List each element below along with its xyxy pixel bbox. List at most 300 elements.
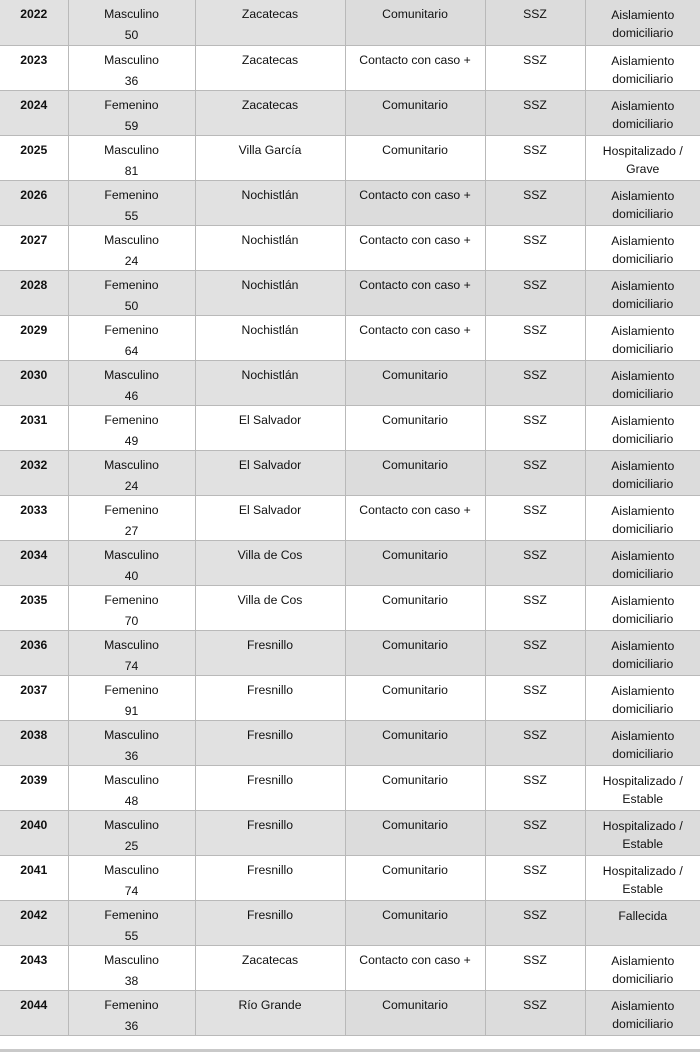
case-number-cell <box>0 540 68 585</box>
municipality-value: Río Grande <box>238 997 302 1012</box>
transmission-type-cell <box>345 720 485 765</box>
institution-value: SSZ <box>523 682 547 697</box>
transmission-type-cell <box>345 180 485 225</box>
case-number: 2042 <box>20 907 48 922</box>
status-cell <box>585 585 700 630</box>
sex-value: Masculino <box>104 142 159 157</box>
status-cell <box>585 810 700 855</box>
status-cell <box>585 855 700 900</box>
municipality-cell <box>195 450 345 495</box>
municipality-cell <box>195 315 345 360</box>
table-row <box>0 675 700 720</box>
status-value: Aislamiento domiciliario <box>611 8 675 40</box>
municipality-value: Fresnillo <box>246 817 294 832</box>
case-number: 2025 <box>20 142 48 157</box>
institution-cell <box>485 540 585 585</box>
table-row <box>0 585 700 630</box>
institution-value: SSZ <box>523 952 547 967</box>
institution-cell <box>485 765 585 810</box>
status-value: Aislamiento domiciliario <box>611 728 675 761</box>
institution-value: SSZ <box>523 547 547 562</box>
table-row <box>0 180 700 225</box>
age-value: 48 <box>124 793 139 808</box>
case-number: 2029 <box>20 322 48 337</box>
age-value: 49 <box>124 433 139 448</box>
institution-cell <box>485 405 585 450</box>
case-number: 2036 <box>20 637 48 652</box>
status-cell <box>585 180 700 225</box>
case-number: 2028 <box>20 277 48 292</box>
status-value: Hospitalizado / Estable <box>602 818 683 851</box>
status-cell <box>585 765 700 810</box>
case-number-cell <box>0 90 68 135</box>
transmission-type-value: Comunitario <box>382 142 448 157</box>
transmission-type-value: Comunitario <box>382 637 448 652</box>
case-number: 2040 <box>20 817 48 832</box>
transmission-type-cell <box>345 270 485 315</box>
status-cell <box>585 720 700 765</box>
sex-value: Femenino <box>104 187 159 202</box>
sex-age-cell <box>68 900 195 945</box>
table-row <box>0 315 700 360</box>
status-value: Fallecida <box>618 908 668 923</box>
case-number: 2037 <box>20 682 48 697</box>
municipality-cell <box>195 855 345 900</box>
sex-value: Masculino <box>104 547 159 562</box>
transmission-type-value: Contacto con caso + <box>359 322 471 337</box>
transmission-type-cell <box>345 990 485 1035</box>
case-number-cell <box>0 810 68 855</box>
municipality-value: Zacatecas <box>241 97 299 112</box>
municipality-value: Fresnillo <box>246 727 294 742</box>
municipality-cell <box>195 720 345 765</box>
transmission-type-value: Contacto con caso + <box>359 52 471 67</box>
transmission-type-cell <box>345 765 485 810</box>
institution-value: SSZ <box>523 502 547 517</box>
age-value: 46 <box>124 388 139 403</box>
municipality-value: Zacatecas <box>241 52 299 67</box>
age-value: 50 <box>124 28 139 42</box>
institution-cell <box>485 360 585 405</box>
case-number: 2031 <box>20 412 48 427</box>
transmission-type-cell <box>345 405 485 450</box>
municipality-value: El Salvador <box>238 412 302 427</box>
sex-age-cell <box>68 90 195 135</box>
case-number-cell <box>0 0 68 45</box>
sex-value: Femenino <box>104 907 159 922</box>
status-cell <box>585 0 700 45</box>
transmission-type-value: Contacto con caso + <box>359 502 471 517</box>
institution-cell <box>485 45 585 90</box>
case-number-cell <box>0 585 68 630</box>
case-number-cell <box>0 315 68 360</box>
case-number: 2023 <box>20 52 48 67</box>
municipality-cell <box>195 990 345 1035</box>
institution-cell <box>485 720 585 765</box>
municipality-cell <box>195 45 345 90</box>
municipality-cell <box>195 135 345 180</box>
age-value: 55 <box>124 208 139 223</box>
institution-cell <box>485 810 585 855</box>
case-number: 2038 <box>20 727 48 742</box>
status-cell <box>585 315 700 360</box>
sex-age-cell <box>68 45 195 90</box>
status-value: Aislamiento domiciliario <box>611 548 675 581</box>
case-number: 2033 <box>20 502 48 517</box>
institution-value: SSZ <box>523 817 547 832</box>
case-number-cell <box>0 225 68 270</box>
status-value: Aislamiento domiciliario <box>611 233 675 266</box>
transmission-type-value: Comunitario <box>382 862 448 877</box>
transmission-type-cell <box>345 45 485 90</box>
institution-cell <box>485 0 585 45</box>
sex-value: Femenino <box>104 997 159 1012</box>
sex-age-cell <box>68 945 195 990</box>
transmission-type-cell <box>345 630 485 675</box>
table-row <box>0 855 700 900</box>
institution-value: SSZ <box>523 772 547 787</box>
transmission-type-value: Comunitario <box>382 682 448 697</box>
table-row <box>0 45 700 90</box>
transmission-type-value: Comunitario <box>382 457 448 472</box>
institution-value: SSZ <box>523 637 547 652</box>
status-value: Aislamiento domiciliario <box>611 323 675 356</box>
case-number: 2027 <box>20 232 48 247</box>
case-number: 2044 <box>20 997 48 1012</box>
institution-cell <box>485 630 585 675</box>
table-row <box>0 135 700 180</box>
status-value: Aislamiento domiciliario <box>611 278 675 311</box>
transmission-type-cell <box>345 540 485 585</box>
transmission-type-value: Contacto con caso + <box>359 277 471 292</box>
municipality-value: El Salvador <box>238 502 302 517</box>
age-value: 74 <box>124 658 139 673</box>
institution-cell <box>485 270 585 315</box>
municipality-value: Villa de Cos <box>237 592 303 607</box>
age-value: 24 <box>124 478 139 493</box>
transmission-type-cell <box>345 315 485 360</box>
institution-value: SSZ <box>523 277 547 292</box>
sex-age-cell <box>68 180 195 225</box>
status-value: Aislamiento domiciliario <box>611 368 675 401</box>
municipality-value: Nochistlán <box>241 232 299 247</box>
status-value: Aislamiento domiciliario <box>611 953 675 986</box>
sex-age-cell <box>68 675 195 720</box>
municipality-value: Zacatecas <box>241 7 299 21</box>
sex-value: Masculino <box>104 232 159 247</box>
municipality-value: Villa de Cos <box>237 547 303 562</box>
table-row <box>0 720 700 765</box>
case-number-cell <box>0 495 68 540</box>
case-number: 2022 <box>20 7 48 21</box>
transmission-type-cell <box>345 450 485 495</box>
table-row <box>0 270 700 315</box>
municipality-value: Nochistlán <box>241 187 299 202</box>
case-number-cell <box>0 990 68 1035</box>
municipality-cell <box>195 810 345 855</box>
sex-value: Masculino <box>104 952 159 967</box>
age-value: 27 <box>124 523 139 538</box>
sex-value: Masculino <box>104 772 159 787</box>
institution-value: SSZ <box>523 232 547 247</box>
age-value: 36 <box>124 73 139 88</box>
transmission-type-cell <box>345 900 485 945</box>
sex-value: Masculino <box>104 52 159 67</box>
status-value: Hospitalizado / Grave <box>602 143 683 176</box>
case-number-cell <box>0 675 68 720</box>
status-value: Aislamiento domiciliario <box>611 593 675 626</box>
age-value: 81 <box>124 163 139 178</box>
sex-age-cell <box>68 270 195 315</box>
sex-value: Femenino <box>104 592 159 607</box>
sex-age-cell <box>68 720 195 765</box>
sex-age-cell <box>68 135 195 180</box>
case-number: 2039 <box>20 772 48 787</box>
transmission-type-cell <box>345 855 485 900</box>
case-number-cell <box>0 405 68 450</box>
transmission-type-value: Contacto con caso + <box>359 952 471 967</box>
institution-cell <box>485 225 585 270</box>
status-cell <box>585 945 700 990</box>
case-number: 2026 <box>20 187 48 202</box>
case-number-cell <box>0 360 68 405</box>
status-cell <box>585 270 700 315</box>
institution-value: SSZ <box>523 367 547 382</box>
case-number-cell <box>0 900 68 945</box>
status-cell <box>585 225 700 270</box>
sex-age-cell <box>68 315 195 360</box>
transmission-type-value: Comunitario <box>382 817 448 832</box>
case-number: 2024 <box>20 97 48 112</box>
institution-value: SSZ <box>523 997 547 1012</box>
municipality-cell <box>195 0 345 45</box>
table-row <box>0 945 700 990</box>
table-row <box>0 900 700 945</box>
sex-value: Masculino <box>104 862 159 877</box>
case-number-cell <box>0 180 68 225</box>
sex-value: Masculino <box>104 727 159 742</box>
sex-value: Femenino <box>104 682 159 697</box>
municipality-cell <box>195 945 345 990</box>
municipality-cell <box>195 540 345 585</box>
sex-value: Femenino <box>104 502 159 517</box>
table-row <box>0 450 700 495</box>
case-number: 2043 <box>20 952 48 967</box>
municipality-value: Fresnillo <box>246 862 294 877</box>
transmission-type-value: Contacto con caso + <box>359 187 471 202</box>
sex-age-cell <box>68 0 195 45</box>
case-number: 2035 <box>20 592 48 607</box>
transmission-type-value: Comunitario <box>382 7 448 21</box>
municipality-cell <box>195 900 345 945</box>
transmission-type-value: Comunitario <box>382 727 448 742</box>
transmission-type-value: Comunitario <box>382 592 448 607</box>
status-cell <box>585 630 700 675</box>
municipality-cell <box>195 90 345 135</box>
sex-age-cell <box>68 810 195 855</box>
institution-cell <box>485 315 585 360</box>
case-number: 2041 <box>20 862 48 877</box>
municipality-value: Nochistlán <box>241 367 299 382</box>
institution-value: SSZ <box>523 592 547 607</box>
institution-cell <box>485 450 585 495</box>
institution-cell <box>485 855 585 900</box>
sex-age-cell <box>68 405 195 450</box>
sex-value: Masculino <box>104 457 159 472</box>
municipality-cell <box>195 180 345 225</box>
institution-value: SSZ <box>523 322 547 337</box>
institution-cell <box>485 90 585 135</box>
institution-value: SSZ <box>523 97 547 112</box>
table-row <box>0 225 700 270</box>
sex-value: Femenino <box>104 322 159 337</box>
age-value: 55 <box>124 928 139 943</box>
status-value: Aislamiento domiciliario <box>611 98 675 131</box>
sex-value: Masculino <box>104 7 159 21</box>
sex-age-cell <box>68 855 195 900</box>
municipality-cell <box>195 630 345 675</box>
institution-cell <box>485 945 585 990</box>
institution-value: SSZ <box>523 52 547 67</box>
status-value: Aislamiento domiciliario <box>611 503 675 536</box>
institution-cell <box>485 990 585 1035</box>
status-cell <box>585 360 700 405</box>
status-cell <box>585 450 700 495</box>
age-value: 59 <box>124 118 139 133</box>
sex-value: Femenino <box>104 277 159 292</box>
age-value: 40 <box>124 568 139 583</box>
institution-cell <box>485 180 585 225</box>
municipality-value: Villa García <box>238 142 302 157</box>
case-number-cell <box>0 135 68 180</box>
institution-value: SSZ <box>523 7 547 21</box>
municipality-cell <box>195 270 345 315</box>
municipality-cell <box>195 405 345 450</box>
transmission-type-cell <box>345 810 485 855</box>
age-value: 38 <box>124 973 139 988</box>
institution-value: SSZ <box>523 142 547 157</box>
institution-cell <box>485 675 585 720</box>
municipality-value: Nochistlán <box>241 277 299 292</box>
sex-age-cell <box>68 585 195 630</box>
case-number-cell <box>0 630 68 675</box>
institution-value: SSZ <box>523 907 547 922</box>
transmission-type-cell <box>345 360 485 405</box>
age-value: 70 <box>124 613 139 628</box>
transmission-type-cell <box>345 945 485 990</box>
sex-age-cell <box>68 765 195 810</box>
status-cell <box>585 405 700 450</box>
sex-value: Femenino <box>104 97 159 112</box>
transmission-type-cell <box>345 675 485 720</box>
institution-value: SSZ <box>523 187 547 202</box>
age-value: 64 <box>124 343 139 358</box>
age-value: 91 <box>124 703 139 718</box>
age-value: 36 <box>124 748 139 763</box>
sex-age-cell <box>68 225 195 270</box>
municipality-value: Nochistlán <box>241 322 299 337</box>
status-cell <box>585 495 700 540</box>
municipality-cell <box>195 585 345 630</box>
status-cell <box>585 990 700 1035</box>
municipality-value: Fresnillo <box>246 772 294 787</box>
institution-cell <box>485 900 585 945</box>
status-cell <box>585 675 700 720</box>
case-number: 2032 <box>20 457 48 472</box>
table-row <box>0 90 700 135</box>
municipality-value: El Salvador <box>238 457 302 472</box>
status-value: Hospitalizado / Estable <box>602 863 683 896</box>
sex-age-cell <box>68 495 195 540</box>
status-value: Aislamiento domiciliario <box>611 188 675 221</box>
sex-age-cell <box>68 630 195 675</box>
table-row <box>0 765 700 810</box>
transmission-type-cell <box>345 135 485 180</box>
sex-value: Masculino <box>104 367 159 382</box>
age-value: 50 <box>124 298 139 313</box>
municipality-value: Zacatecas <box>241 952 299 967</box>
transmission-type-cell <box>345 495 485 540</box>
case-number-cell <box>0 720 68 765</box>
transmission-type-cell <box>345 225 485 270</box>
municipality-cell <box>195 360 345 405</box>
transmission-type-cell <box>345 0 485 45</box>
municipality-value: Fresnillo <box>246 637 294 652</box>
transmission-type-value: Comunitario <box>382 412 448 427</box>
status-value: Aislamiento domiciliario <box>611 458 675 491</box>
case-number-cell <box>0 855 68 900</box>
case-number-cell <box>0 945 68 990</box>
transmission-type-value: Comunitario <box>382 997 448 1012</box>
municipality-cell <box>195 225 345 270</box>
status-value: Aislamiento domiciliario <box>611 53 675 86</box>
status-value: Hospitalizado / Estable <box>602 773 683 806</box>
age-value: 36 <box>124 1018 139 1033</box>
transmission-type-cell <box>345 585 485 630</box>
status-cell <box>585 135 700 180</box>
municipality-value: Fresnillo <box>246 682 294 697</box>
age-value: 25 <box>124 838 139 853</box>
case-number: 2034 <box>20 547 48 562</box>
municipality-cell <box>195 765 345 810</box>
case-number-cell <box>0 270 68 315</box>
table-row <box>0 360 700 405</box>
sex-value: Masculino <box>104 637 159 652</box>
transmission-type-value: Comunitario <box>382 367 448 382</box>
status-cell <box>585 900 700 945</box>
status-cell <box>585 90 700 135</box>
institution-cell <box>485 585 585 630</box>
table-row <box>0 990 700 1035</box>
transmission-type-value: Comunitario <box>382 97 448 112</box>
status-value: Aislamiento domiciliario <box>611 998 675 1031</box>
sex-age-cell <box>68 450 195 495</box>
age-value: 74 <box>124 883 139 898</box>
transmission-type-value: Comunitario <box>382 547 448 562</box>
status-value: Aislamiento domiciliario <box>611 683 675 716</box>
municipality-value: Fresnillo <box>246 907 294 922</box>
table-row <box>0 0 700 45</box>
table-row <box>0 630 700 675</box>
institution-cell <box>485 495 585 540</box>
case-number: 2030 <box>20 367 48 382</box>
case-number-cell <box>0 450 68 495</box>
sex-value: Femenino <box>104 412 159 427</box>
case-number-cell <box>0 45 68 90</box>
status-value: Aislamiento domiciliario <box>611 413 675 446</box>
sex-age-cell <box>68 990 195 1035</box>
table-row <box>0 810 700 855</box>
